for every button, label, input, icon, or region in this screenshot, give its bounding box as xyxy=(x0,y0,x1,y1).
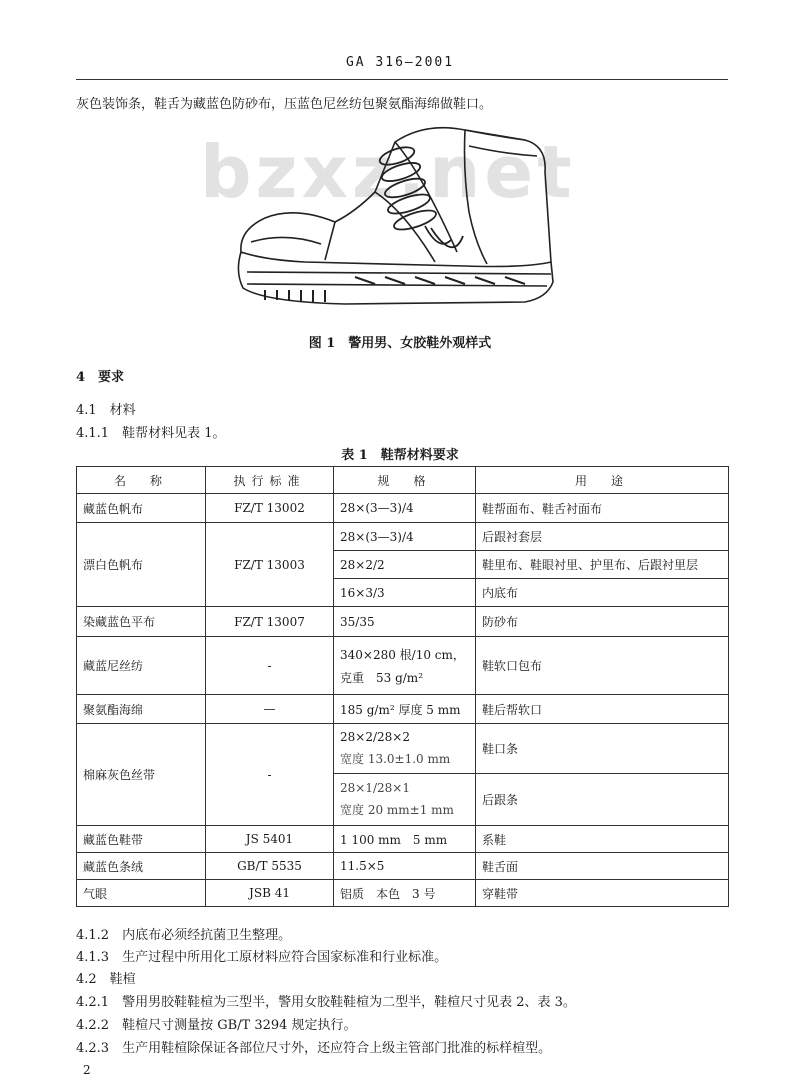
section-4-2-1-text: 4.2.1 警用男胶鞋鞋楦为三型半，警用女胶鞋鞋楦为二型半，鞋楦尺寸见表 2、表 3。 xyxy=(76,995,576,1010)
cell-standard: JS 5401 xyxy=(206,826,334,853)
cell-use: 防砂布 xyxy=(476,607,729,637)
table-row xyxy=(77,853,729,880)
cell-name: 棉麻灰色丝带 xyxy=(77,724,206,826)
cell-use: 鞋里布、鞋眼衬里、护里布、后跟衬里层 xyxy=(476,551,729,579)
cell-use: 系鞋 xyxy=(476,826,729,853)
header-use: 用 途 xyxy=(476,467,729,494)
cell-spec: 28×(3—3)/4 xyxy=(334,494,476,523)
page-number: 2 xyxy=(83,1063,91,1077)
cell-spec: 28×(3—3)/4 xyxy=(334,523,476,551)
section-4-2-heading: 4.2 鞋楦 xyxy=(76,972,136,987)
cell-spec-line1: 28×1/28×1 xyxy=(340,781,410,795)
cell-spec xyxy=(334,637,476,695)
cell-standard: JSB 41 xyxy=(206,880,334,907)
cell-standard: FZ/T 13002 xyxy=(206,494,334,523)
cell-name: 藏蓝色鞋带 xyxy=(77,826,206,853)
figure-caption: 图 1 警用男、女胶鞋外观样式 xyxy=(308,336,492,351)
cell-use: 鞋后帮软口 xyxy=(476,695,729,724)
section-4-2-3-text: 4.2.3 生产用鞋楦除保证各部位尺寸外，还应符合上级主管部门批准的标样楦型。 xyxy=(76,1041,552,1056)
section-4-1-3-text: 4.1.3 生产过程中所用化工原材料应符合国家标准和行业标准。 xyxy=(76,950,448,965)
cell-use: 鞋口条 xyxy=(476,724,729,774)
cell-standard: - xyxy=(206,724,334,826)
cell-name: 漂白色帆布 xyxy=(77,523,206,607)
cell-use: 内底布 xyxy=(476,579,729,607)
table-header-row xyxy=(77,467,729,494)
intro-paragraph: 灰色装饰条，鞋舌为藏蓝色防砂布，压蓝色尼丝纺包聚氨酯海绵做鞋口。 xyxy=(76,97,493,112)
cell-use: 鞋帮面布、鞋舌衬面布 xyxy=(476,494,729,523)
cell-standard: — xyxy=(206,695,334,724)
cell-spec: 35/35 xyxy=(334,607,476,637)
header-name: 名 称 xyxy=(77,467,206,494)
cell-use: 穿鞋带 xyxy=(476,880,729,907)
section-4-2-2-text: 4.2.2 鞋楦尺寸测量按 GB/T 3294 规定执行。 xyxy=(76,1018,357,1033)
cell-name: 气眼 xyxy=(77,880,206,907)
cell-spec: 1 100 mm 5 mm xyxy=(334,826,476,853)
cell-spec xyxy=(334,774,476,826)
header-rule xyxy=(76,79,728,80)
cell-spec: 16×3/3 xyxy=(334,579,476,607)
cell-standard: GB/T 5535 xyxy=(206,853,334,880)
cell-spec-line2: 宽度 20 mm±1 mm xyxy=(340,803,454,817)
cell-spec: 铝质 本色 3 号 xyxy=(334,880,476,907)
cell-spec: 185 g/m² 厚度 5 mm xyxy=(334,695,476,724)
cell-standard: FZ/T 13007 xyxy=(206,607,334,637)
table-caption: 表 1 鞋帮材料要求 xyxy=(341,448,459,463)
cell-spec-line1: 340×280 根/10 cm， xyxy=(340,647,465,662)
header-spec: 规 格 xyxy=(334,467,476,494)
table-row xyxy=(77,826,729,853)
table-row xyxy=(77,880,729,907)
material-table xyxy=(76,466,729,907)
cell-name: 藏蓝尼丝纺 xyxy=(77,637,206,695)
table-row xyxy=(77,724,729,774)
cell-use: 后跟条 xyxy=(476,774,729,826)
table-row xyxy=(77,637,729,695)
cell-standard: FZ/T 13003 xyxy=(206,523,334,607)
cell-standard: - xyxy=(206,637,334,695)
cell-name: 藏蓝色帆布 xyxy=(77,494,206,523)
section-4-1-heading: 4.1 材料 xyxy=(76,403,136,418)
cell-name: 藏蓝色条绒 xyxy=(77,853,206,880)
table-row xyxy=(77,607,729,637)
section-4-heading: 4 要求 xyxy=(76,370,125,385)
cell-use: 鞋舌面 xyxy=(476,853,729,880)
standard-header: GA 316—2001 xyxy=(345,55,455,70)
table-row xyxy=(77,494,729,523)
cell-spec xyxy=(334,724,476,774)
cell-spec-line2: 克重 53 g/m² xyxy=(340,670,423,685)
cell-name: 聚氨酯海绵 xyxy=(77,695,206,724)
cell-name: 染藏蓝色平布 xyxy=(77,607,206,637)
table-row xyxy=(77,695,729,724)
shoe-illustration xyxy=(225,112,565,322)
cell-use: 后跟衬套层 xyxy=(476,523,729,551)
cell-spec: 28×2/2 xyxy=(334,551,476,579)
cell-spec: 11.5×5 xyxy=(334,853,476,880)
section-4-1-1-text: 4.1.1 鞋帮材料见表 1。 xyxy=(76,426,226,441)
table-row xyxy=(77,523,729,551)
header-standard: 执行标准 xyxy=(206,467,334,494)
cell-spec-line1: 28×2/28×2 xyxy=(340,730,410,744)
section-4-1-2-text: 4.1.2 内底布必须经抗菌卫生整理。 xyxy=(76,928,292,943)
watermark: bzxz.net xyxy=(200,130,576,214)
cell-use: 鞋软口包布 xyxy=(476,637,729,695)
cell-spec-line2: 宽度 13.0±1.0 mm xyxy=(340,752,451,766)
